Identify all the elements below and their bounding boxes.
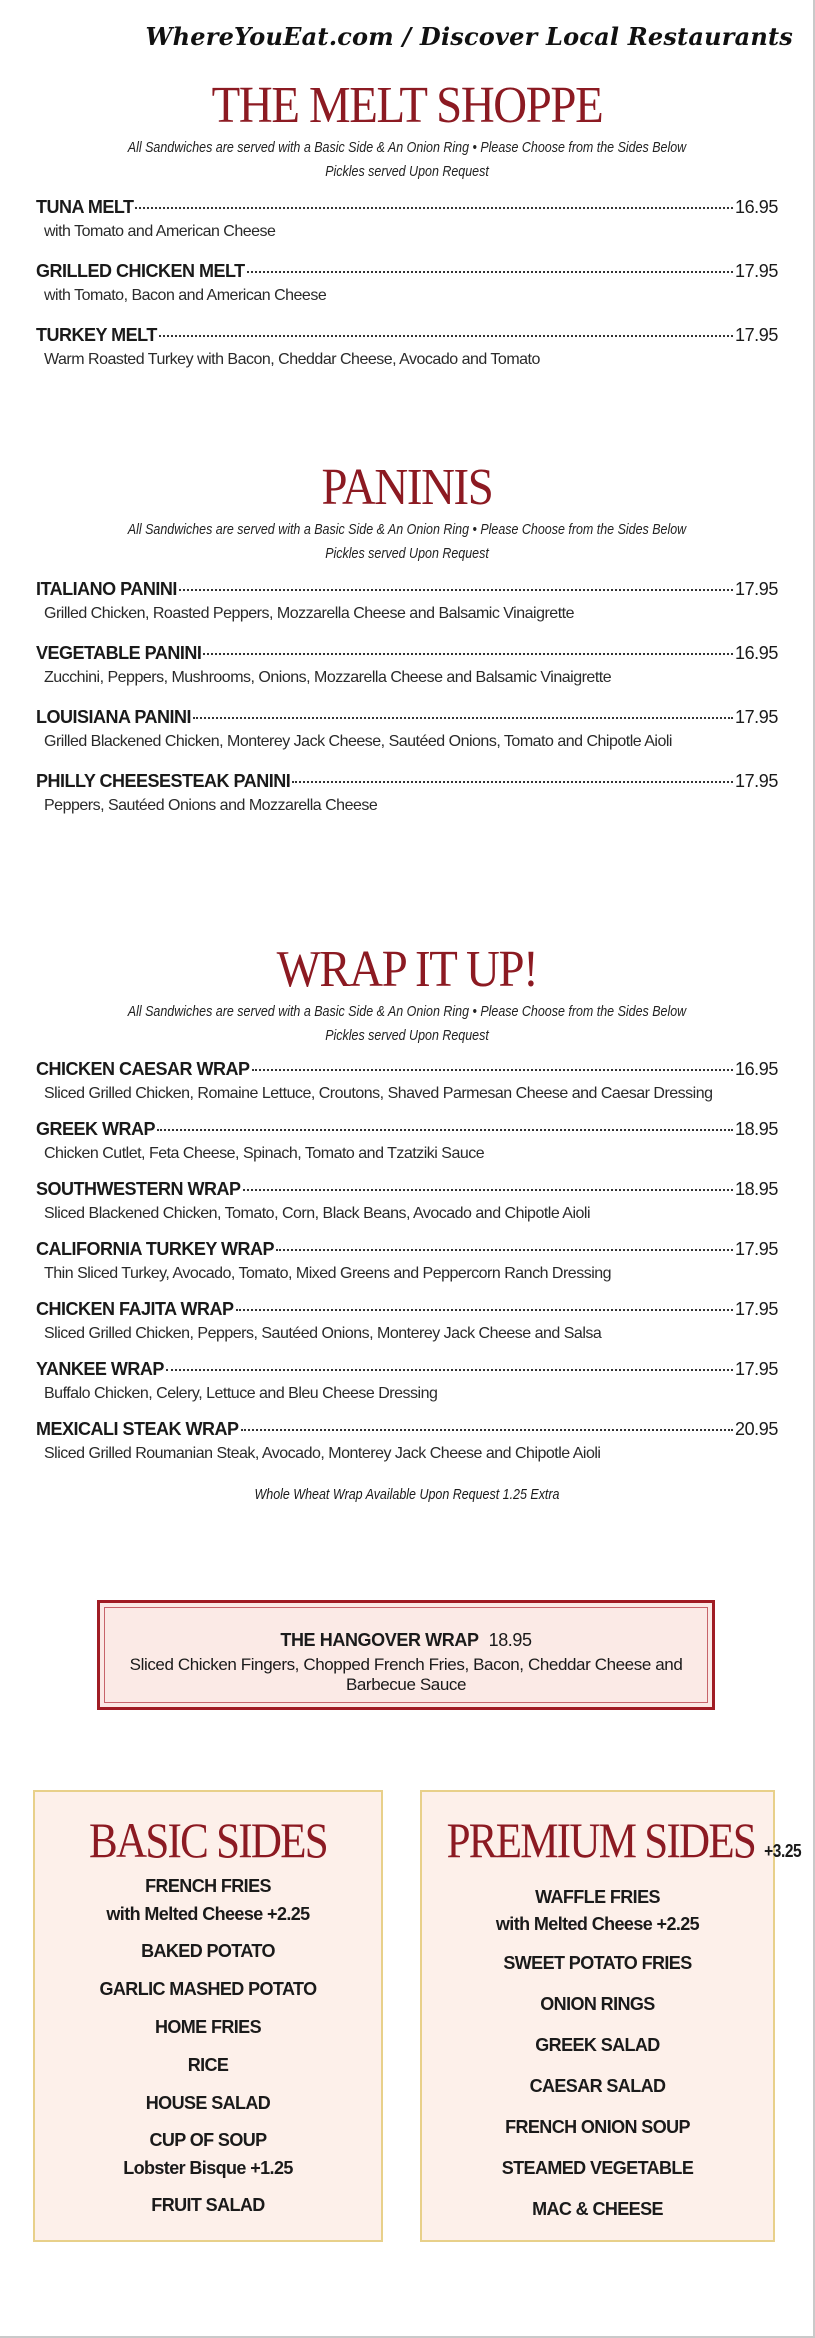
menu-item	[36, 1237, 778, 1287]
item-price: 16.95	[734, 197, 778, 217]
section-paninis	[36, 460, 778, 819]
side-sub: with Melted Cheese +2.25	[106, 1904, 310, 1924]
premium-sides-box	[420, 1790, 802, 2242]
menu-item	[36, 577, 778, 627]
item-description: Buffalo Chicken, Celery, Lettuce and Bleu Cheese Dressing	[44, 1385, 438, 1402]
hangover-description: Sliced Chicken Fingers, Chopped French Fries, Bacon, Cheddar Cheese and Barbecue Sauce	[129, 1655, 683, 1694]
menu-item	[36, 705, 778, 755]
section-title: PANINIS	[321, 459, 493, 516]
item-price: 17.95	[734, 325, 778, 345]
item-name: CHICKEN FAJITA WRAP	[36, 1299, 234, 1319]
item-description: Grilled Chicken, Roasted Peppers, Mozzarella Cheese and Balsamic Vinaigrette	[44, 605, 574, 622]
hangover-inner-border	[104, 1607, 708, 1703]
side-item: BAKED POTATO	[141, 1941, 275, 1961]
item-description: Peppers, Sautéed Onions and Mozzarella Cheese	[44, 797, 378, 814]
leader-dots	[166, 1369, 733, 1371]
section-melt-shoppe	[36, 78, 778, 373]
item-price: 20.95	[734, 1419, 778, 1439]
hangover-wrap-box	[97, 1600, 715, 1710]
item-name: LOUISIANA PANINI	[36, 707, 192, 727]
item-price: 17.95	[734, 707, 778, 727]
side-item: HOME FRIES	[154, 2017, 261, 2037]
sides-price: +3.25	[764, 1841, 802, 1861]
side-sub: Lobster Bisque +1.25	[123, 2158, 293, 2178]
side-item: HOUSE SALAD	[145, 2093, 271, 2113]
item-price: 17.95	[734, 1359, 778, 1379]
item-price: 18.95	[734, 1179, 778, 1199]
item-description: Thin Sliced Turkey, Avocado, Tomato, Mixed Greens and Peppercorn Ranch Dressing	[44, 1265, 612, 1282]
item-list	[36, 577, 778, 819]
menu-item	[36, 1357, 778, 1407]
item-name: TUNA MELT	[36, 197, 134, 217]
sides-title: BASIC SIDES	[89, 1812, 327, 1868]
item-name: PHILLY CHEESESTEAK PANINI	[36, 771, 291, 791]
item-list	[36, 1057, 778, 1467]
item-name: GREEK WRAP	[36, 1119, 156, 1139]
item-description: Sliced Grilled Chicken, Peppers, Sautéed Onions, Monterey Jack Cheese and Salsa	[44, 1325, 602, 1342]
side-sub: with Melted Cheese +2.25	[495, 1914, 700, 1934]
item-name: GRILLED CHICKEN MELT	[36, 261, 245, 281]
section-wraps	[36, 942, 778, 1503]
menu-item	[36, 1417, 778, 1467]
leader-dots	[193, 717, 733, 719]
menu-item	[36, 641, 778, 691]
side-item: GARLIC MASHED POTATO	[99, 1979, 317, 1999]
side-item	[35, 1872, 381, 1928]
leader-dots	[135, 207, 732, 209]
section-note-pickles: Pickles served Upon Request	[325, 546, 489, 562]
hangover-price: 18.95	[488, 1630, 532, 1650]
item-name: MEXICALI STEAK WRAP	[36, 1419, 239, 1439]
item-price: 17.95	[734, 579, 778, 599]
leader-dots	[203, 653, 733, 655]
side-list	[422, 1883, 773, 2230]
item-price: 16.95	[734, 643, 778, 663]
side-list	[35, 1872, 381, 2220]
leader-dots	[241, 1429, 733, 1431]
menu-item	[36, 1297, 778, 1347]
leader-dots	[243, 1189, 733, 1191]
side-item: MAC & CHEESE	[532, 2199, 663, 2219]
section-note-pickles: Pickles served Upon Request	[325, 164, 489, 180]
leader-dots	[292, 781, 733, 783]
menu-item	[36, 323, 778, 373]
item-name: SOUTHWESTERN WRAP	[36, 1179, 241, 1199]
item-price: 17.95	[734, 261, 778, 281]
menu-item	[36, 769, 778, 819]
item-name: YANKEE WRAP	[36, 1359, 164, 1379]
basic-sides-box	[33, 1790, 383, 2242]
menu-item	[36, 259, 778, 309]
section-note: All Sandwiches are served with a Basic Side & An Onion Ring • Please Choose from the Sides Below	[127, 140, 687, 156]
item-description: with Tomato and American Cheese	[44, 223, 276, 240]
side-item: SWEET POTATO FRIES	[503, 1953, 692, 1973]
leader-dots	[236, 1309, 733, 1311]
menu-item	[36, 1177, 778, 1227]
item-name: ITALIANO PANINI	[36, 579, 177, 599]
side-item: STEAMED VEGETABLE	[501, 2158, 694, 2178]
section-title: WRAP IT UP!	[276, 941, 538, 998]
side-name: WAFFLE FRIES	[535, 1887, 660, 1907]
side-name: FRENCH FRIES	[145, 1876, 271, 1896]
item-price: 17.95	[734, 1299, 778, 1319]
side-item: ONION RINGS	[540, 1994, 655, 2014]
item-price: 18.95	[734, 1119, 778, 1139]
side-item	[35, 2126, 381, 2182]
site-header: WhereYouEat.com / Discover Local Restaurants	[145, 22, 793, 51]
leader-dots	[159, 335, 733, 337]
item-name: TURKEY MELT	[36, 325, 157, 345]
item-description: Grilled Blackened Chicken, Monterey Jack Cheese, Sautéed Onions, Tomato and Chipotle Aioli	[44, 733, 672, 750]
menu-item	[36, 195, 778, 245]
item-description: Sliced Blackened Chicken, Tomato, Corn, Black Beans, Avocado and Chipotle Aioli	[44, 1205, 591, 1222]
item-price: 16.95	[734, 1059, 778, 1079]
item-price: 17.95	[734, 1239, 778, 1259]
item-name: CALIFORNIA TURKEY WRAP	[36, 1239, 274, 1259]
item-description: Sliced Grilled Chicken, Romaine Lettuce, Croutons, Shaved Parmesan Cheese and Caesar Dressing	[44, 1085, 713, 1102]
side-item: GREEK SALAD	[535, 2035, 660, 2055]
leader-dots	[179, 589, 733, 591]
sides-title	[446, 1812, 802, 1877]
hangover-name: THE HANGOVER WRAP	[280, 1630, 479, 1650]
leader-dots	[247, 271, 733, 273]
side-item: CAESAR SALAD	[529, 2076, 666, 2096]
menu-item	[36, 1057, 778, 1107]
item-description: Chicken Cutlet, Feta Cheese, Spinach, Tomato and Tzatziki Sauce	[44, 1145, 485, 1162]
item-description: Sliced Grilled Roumanian Steak, Avocado, Monterey Jack Cheese and Chipotle Aioli	[44, 1445, 601, 1462]
item-description: Warm Roasted Turkey with Bacon, Cheddar Cheese, Avocado and Tomato	[44, 351, 540, 368]
wrap-footnote: Whole Wheat Wrap Available Upon Request 1.25 Extra	[254, 1487, 560, 1503]
side-name: CUP OF SOUP	[149, 2130, 267, 2150]
item-name: VEGETABLE PANINI	[36, 643, 202, 663]
section-note-pickles: Pickles served Upon Request	[325, 1028, 489, 1044]
section-note: All Sandwiches are served with a Basic Side & An Onion Ring • Please Choose from the Sides Below	[127, 522, 687, 538]
leader-dots	[276, 1249, 733, 1251]
sides-title-text: PREMIUM SIDES	[446, 1812, 756, 1868]
item-price: 17.95	[734, 771, 778, 791]
section-title: THE MELT SHOPPE	[211, 77, 603, 134]
item-description: with Tomato, Bacon and American Cheese	[44, 287, 327, 304]
menu-item	[36, 1117, 778, 1167]
section-note: All Sandwiches are served with a Basic Side & An Onion Ring • Please Choose from the Sides Below	[127, 1004, 687, 1020]
item-description: Zucchini, Peppers, Mushrooms, Onions, Mozzarella Cheese and Balsamic Vinaigrette	[44, 669, 612, 686]
side-item: FRENCH ONION SOUP	[505, 2117, 690, 2137]
item-list	[36, 195, 778, 373]
side-item: FRUIT SALAD	[151, 2195, 265, 2215]
item-name: CHICKEN CAESAR WRAP	[36, 1059, 250, 1079]
side-item	[422, 1883, 773, 1937]
leader-dots	[157, 1129, 733, 1131]
leader-dots	[252, 1069, 733, 1071]
side-item: RICE	[187, 2055, 229, 2075]
hangover-title	[105, 1630, 707, 1651]
